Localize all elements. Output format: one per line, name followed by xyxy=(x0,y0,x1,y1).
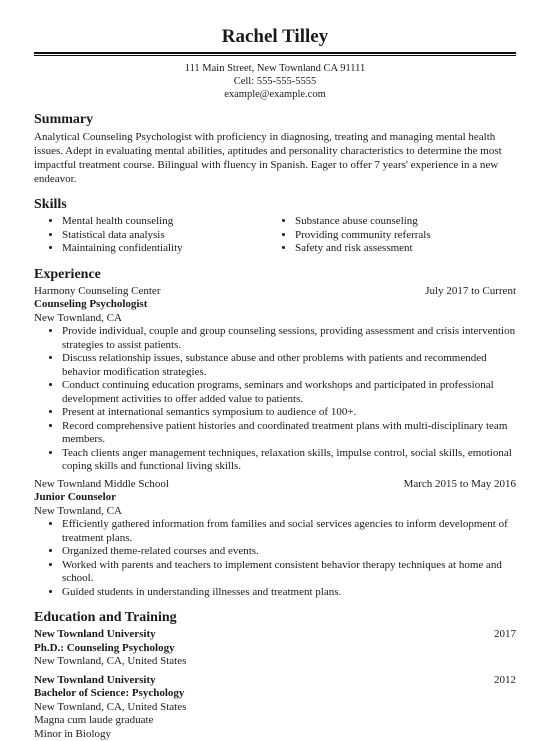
job-entry xyxy=(34,285,516,474)
skill-item: • Maintaining confidentiality xyxy=(62,242,283,256)
job-bullet: • Worked with parents and teachers to implement consistent behavior therapy techniques at home and school. xyxy=(62,559,516,586)
email: example@example.com xyxy=(34,88,516,101)
job-bullet: • Record comprehensive patient histories and coordinated treatment plans with multi-disciplinary team members. xyxy=(62,420,516,447)
candidate-name: Rachel Tilley xyxy=(34,0,516,48)
education-header xyxy=(34,628,516,642)
job-bullet: • Organized theme-related courses and events. xyxy=(62,545,516,559)
education-entry xyxy=(34,674,516,741)
job-bullets xyxy=(34,518,516,599)
contact-block xyxy=(34,62,516,101)
cell-phone: Cell: 555-555-5555 xyxy=(34,75,516,88)
degree: Bachelor of Science: Psychology xyxy=(34,687,516,701)
skills-right-column xyxy=(283,215,516,256)
education-heading: Education and Training xyxy=(34,609,516,626)
skill-item: • Mental health counseling xyxy=(62,215,283,229)
skills-heading: Skills xyxy=(34,196,516,213)
skill-item: • Safety and risk assessment xyxy=(295,242,516,256)
job-bullet: • Conduct continuing education programs, seminars and workshops and participated in professional development activities to offer added value to patients. xyxy=(62,379,516,406)
education-note: Magna cum laude graduate xyxy=(34,714,516,728)
job-header xyxy=(34,285,516,299)
job-location: New Townland, CA xyxy=(34,505,516,519)
job-header xyxy=(34,478,516,492)
job-company: Harmony Counseling Center xyxy=(34,285,160,299)
job-entry xyxy=(34,478,516,600)
job-company: New Townland Middle School xyxy=(34,478,169,492)
job-bullet: • Guided students in understanding illnesses and treatment plans. xyxy=(62,586,516,600)
education-header xyxy=(34,674,516,688)
summary-heading: Summary xyxy=(34,111,516,128)
job-bullets xyxy=(34,325,516,474)
job-dates: July 2017 to Current xyxy=(425,285,516,299)
education-entry xyxy=(34,628,516,669)
job-bullet: • Discuss relationship issues, substance abuse and other problems with patients and recommended behavior modification strategies. xyxy=(62,352,516,379)
school-name: New Townland University xyxy=(34,674,156,688)
skills-left-column xyxy=(34,215,283,256)
education-note: Minor in Biology xyxy=(34,728,516,741)
degree: Ph.D.: Counseling Psychology xyxy=(34,642,516,656)
job-bullet: • Present at international semantics symposium to audience of 100+. xyxy=(62,406,516,420)
school-name: New Townland University xyxy=(34,628,156,642)
job-bullet: • Efficiently gathered information from families and social services agencies to inform development of treatment plans. xyxy=(62,518,516,545)
job-bullet: • Teach clients anger management techniques, relaxation skills, impulse control, social skills, emotional coping skills and functional living skills. xyxy=(62,447,516,474)
school-location: New Townland, CA, United States xyxy=(34,655,516,669)
skill-item: • Substance abuse counseling xyxy=(295,215,516,229)
skills-list xyxy=(34,215,516,256)
skill-item: • Providing community referrals xyxy=(295,229,516,243)
graduation-year: 2012 xyxy=(494,674,516,688)
skill-item: • Statistical data analysis xyxy=(62,229,283,243)
job-dates: March 2015 to May 2016 xyxy=(404,478,516,492)
job-bullet: • Provide individual, couple and group counseling sessions, providing assessment and crisis intervention strategies to assist patients. xyxy=(62,325,516,352)
job-title: Junior Counselor xyxy=(34,491,516,505)
graduation-year: 2017 xyxy=(494,628,516,642)
job-location: New Townland, CA xyxy=(34,312,516,326)
header-divider xyxy=(34,52,516,56)
experience-heading: Experience xyxy=(34,266,516,283)
school-location: New Townland, CA, United States xyxy=(34,701,516,715)
address: 111 Main Street, New Townland CA 91111 xyxy=(34,62,516,75)
summary-text: Analytical Counseling Psychologist with proficiency in diagnosing, treating and managing mental health issues. Adept in evaluating mental abilities, aptitudes and personality characteristics to determine the most impactful treatment course. Bilingual with fluency in Spanish. Eager to offer 7 years' experience in a new endeavor. xyxy=(34,130,516,186)
job-title: Counseling Psychologist xyxy=(34,298,516,312)
